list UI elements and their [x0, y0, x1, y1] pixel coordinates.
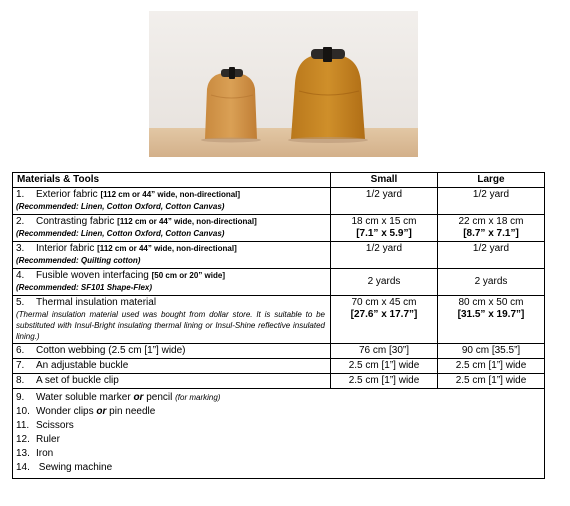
item-number: 2.: [16, 216, 25, 227]
table-row: [13, 296, 545, 344]
table-row: [13, 215, 545, 242]
large-value: 2.5 cm [1”] wide: [438, 359, 545, 374]
material-cell: [13, 242, 331, 269]
item-recommendation: (Recommended: Linen, Cotton Oxford, Cotton Canvas): [16, 202, 225, 211]
material-cell: [13, 269, 331, 296]
large-value-in: [8.7” x 7.1”]: [463, 228, 519, 239]
item-spec: [112 cm or 44” wide, non-directional]: [117, 217, 257, 226]
item-name: Exterior fabric: [36, 189, 98, 200]
material-cell: [13, 359, 331, 374]
lunch-bags-image: [149, 11, 418, 157]
tool-or: or: [96, 406, 107, 417]
tool-note: (for marking): [175, 393, 221, 402]
item-name: Cotton webbing (2.5 cm [1”] wide): [36, 345, 186, 356]
large-value-in: [31.5” x 19.7”]: [457, 309, 525, 320]
tools-cell: [13, 389, 545, 479]
tool-text: Sewing machine: [36, 462, 113, 473]
tool-text: Iron: [36, 448, 54, 459]
item-number: 13.: [16, 448, 30, 459]
large-value: 90 cm [35.5”]: [438, 344, 545, 359]
item-spec: [112 cm or 44” wide, non-directional]: [100, 190, 241, 199]
small-value-cm: 18 cm x 15 cm: [351, 216, 417, 227]
tool-text: Wonder clips: [36, 406, 97, 417]
tool-item: [16, 405, 541, 419]
small-value: 2 yards: [331, 269, 438, 296]
table-row: [13, 359, 545, 374]
tool-item: [16, 433, 541, 447]
item-number: 14.: [16, 462, 30, 473]
material-cell: [13, 374, 331, 389]
small-bag: [205, 67, 257, 139]
header-materials: Materials & Tools: [13, 173, 331, 188]
large-value-cm: 80 cm x 50 cm: [458, 297, 524, 308]
tool-text: Ruler: [36, 434, 60, 445]
large-value: [438, 215, 545, 242]
item-name: An adjustable buckle: [36, 360, 129, 371]
tool-item: [16, 419, 541, 433]
item-name: Contrasting fabric: [36, 216, 115, 227]
item-number: 12.: [16, 434, 30, 445]
product-photo: [149, 11, 418, 157]
large-value: 1/2 yard: [438, 242, 545, 269]
small-value: 1/2 yard: [331, 242, 438, 269]
table-row: [13, 242, 545, 269]
tool-item: [16, 447, 541, 461]
tool-text: Water soluble marker: [36, 392, 134, 403]
item-number: 10.: [16, 406, 30, 417]
item-name: Interior fabric: [36, 243, 95, 254]
item-number: 7.: [16, 360, 25, 371]
item-number: 8.: [16, 375, 25, 386]
item-number: 3.: [16, 243, 25, 254]
tool-item: [16, 391, 541, 405]
small-value-cm: 70 cm x 45 cm: [351, 297, 417, 308]
item-spec: [50 cm or 20” wide]: [151, 271, 225, 280]
large-value-cm: 22 cm x 18 cm: [458, 216, 524, 227]
item-number: 6.: [16, 345, 25, 356]
material-cell: [13, 188, 331, 215]
item-name: Fusible woven interfacing: [36, 270, 149, 281]
small-value: [331, 296, 438, 344]
small-value: 2.5 cm [1”] wide: [331, 374, 438, 389]
large-value: 2.5 cm [1”] wide: [438, 374, 545, 389]
item-number: 9.: [16, 392, 25, 403]
table-row: [13, 188, 545, 215]
item-recommendation: (Recommended: Linen, Cotton Oxford, Cotton Canvas): [16, 229, 225, 238]
tool-item: [16, 461, 541, 475]
table-row: [13, 344, 545, 359]
item-number: 11.: [16, 420, 30, 431]
item-name: Thermal insulation material: [36, 297, 157, 308]
item-number: 4.: [16, 270, 25, 281]
tool-or: or: [133, 392, 144, 403]
item-recommendation: (Recommended: SF101 Shape-Flex): [16, 283, 153, 292]
item-number: 1.: [16, 189, 25, 200]
header-large: Large: [438, 173, 545, 188]
small-value: 1/2 yard: [331, 188, 438, 215]
table-row: [13, 389, 545, 479]
tool-text: Scissors: [36, 420, 74, 431]
item-name: A set of buckle clip: [36, 375, 119, 386]
material-cell: [13, 344, 331, 359]
tool-text: pencil: [143, 392, 176, 403]
table-row: [13, 269, 545, 296]
item-number: 5.: [16, 297, 25, 308]
large-value: [438, 296, 545, 344]
table-row: [13, 374, 545, 389]
small-value-in: [27.6” x 17.7”]: [350, 309, 418, 320]
small-value: 2.5 cm [1”] wide: [331, 359, 438, 374]
small-value: 76 cm [30”]: [331, 344, 438, 359]
item-note: (Thermal insulation material used was bought from dollar store. It is suitable to be substituted with Insul-Bright insulating thermal lining or Insul-Shine reflective insulated lining.): [16, 310, 325, 341]
material-cell: [13, 215, 331, 242]
item-recommendation: (Recommended: Quilting cotton): [16, 256, 141, 265]
tool-text: pin needle: [106, 406, 156, 417]
material-cell: [13, 296, 331, 344]
small-value: [331, 215, 438, 242]
large-value: 2 yards: [438, 269, 545, 296]
materials-table: [12, 172, 545, 479]
large-value: 1/2 yard: [438, 188, 545, 215]
item-spec: [112 cm or 44” wide, non-directional]: [97, 244, 237, 253]
small-value-in: [7.1” x 5.9”]: [356, 228, 412, 239]
header-small: Small: [331, 173, 438, 188]
table-header-row: [13, 173, 545, 188]
